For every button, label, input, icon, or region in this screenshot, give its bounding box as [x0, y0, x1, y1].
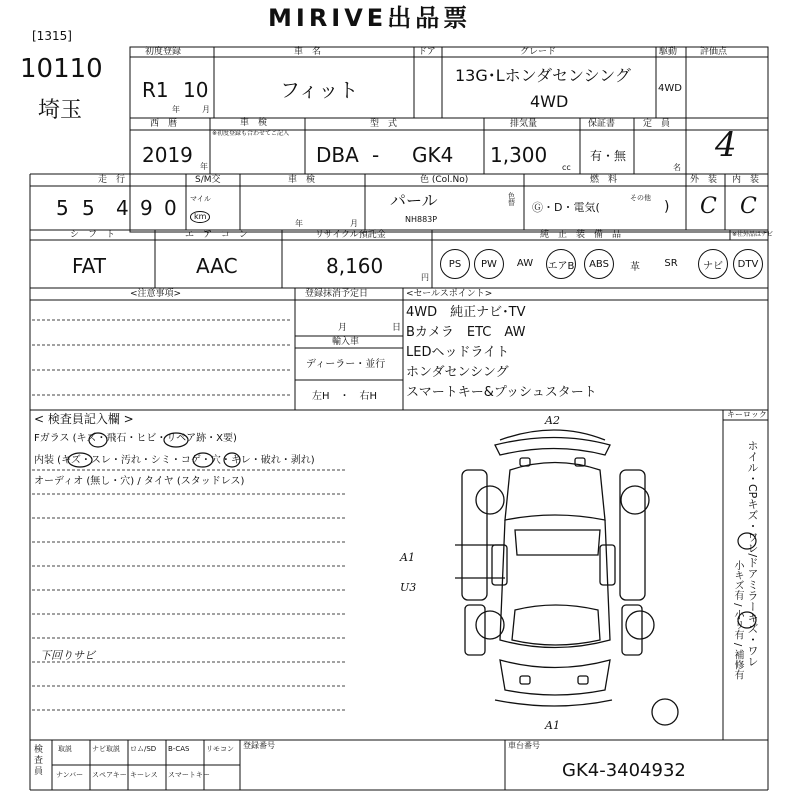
accessory-item: ロム/SD — [130, 745, 157, 753]
damage-mark-a2: A2 — [545, 414, 560, 427]
shift-value: FAT — [72, 254, 107, 278]
mileage-digit: 5 — [56, 196, 69, 220]
sales-point: ホンダセンシング — [406, 365, 509, 380]
int-grade: C — [740, 194, 757, 219]
damage-mark-u3: U3 — [400, 581, 417, 594]
aircon-header: エ ア コ ン — [185, 230, 249, 240]
reg-cancel-header: 登録抹消予定日 — [305, 289, 369, 299]
mileage-digit: 4 — [116, 196, 129, 220]
interior-line: 内装 (キズ・スレ・汚れ・シミ・コゲ・穴・キレ・破れ・剥れ) — [34, 455, 315, 466]
sales-point: 4WD 純正ナビ･TV — [406, 305, 526, 320]
sales-point: Bカメラ ETC AW — [406, 325, 526, 340]
steering-side: 左H ・ 右H — [312, 391, 378, 402]
chassis-label: 車台番号 — [508, 741, 540, 750]
side-note-wheel: ホイル・CPキズ・ワレ/ドアミラーキズ・ワレ — [746, 440, 759, 668]
equipment-item: エアB — [546, 249, 576, 279]
mile-unit: マイル — [190, 195, 211, 203]
car-name: フィット — [280, 78, 359, 102]
form-title: MIRIVE出品票 — [268, 4, 472, 32]
shift-header: シ フ ト — [70, 230, 116, 240]
inspection-subnote: ※初度登録も合わせてご記入 — [212, 130, 290, 137]
accessory-item: ナビ取説 — [92, 745, 120, 753]
model-code-b: GK4 — [412, 143, 454, 167]
accessory-item: キーレス — [130, 771, 158, 779]
mileage-digit: 9 — [140, 196, 153, 220]
door-header: ドア — [418, 47, 436, 57]
first-reg-month: 10 — [183, 78, 209, 102]
damage-mark-a1-side: A1 — [400, 551, 415, 564]
lot-number: 10110 — [20, 54, 103, 84]
fuel-value: Ⓖ・D・電気( — [532, 201, 600, 214]
vehicle-header: 車 検 — [288, 175, 316, 185]
handwritten-underbody: 下回りサビ — [40, 649, 95, 662]
meter-swap-header: S/M交 — [195, 175, 221, 185]
color-value: パール — [390, 191, 438, 210]
model-dash: - — [372, 143, 380, 167]
displacement-value: 1,300 — [490, 143, 548, 167]
year-header: 西 暦 — [150, 119, 178, 129]
equipment-item: DTV — [733, 249, 763, 279]
mileage-digit: 5 — [82, 196, 95, 220]
side-note-scratches: 小キズ有 / 小リ有 / 補修有 — [732, 560, 743, 680]
seats-unit: 名 — [673, 163, 681, 172]
caution-header: <注意事項> — [130, 289, 182, 299]
first-reg-month-suffix: 月 — [202, 105, 210, 114]
car-name-header: 車 名 — [294, 47, 322, 57]
equipment-item: ABS — [584, 249, 614, 279]
warranty-header: 保証書 — [588, 119, 616, 129]
model-code-a: DBA — [316, 143, 359, 167]
recycle-header: リサイクル預託金 — [315, 230, 386, 240]
region-label: 埼玉 — [38, 98, 83, 123]
grade-line-1: 13G･Lホンダセンシング — [455, 66, 631, 85]
fuel-header: 燃 料 — [590, 175, 618, 185]
audio-tire-line: オーディオ (無し・穴) / タイヤ (スタッドレス) — [34, 476, 245, 487]
equipment-header: 純 正 装 備 品 — [540, 230, 622, 240]
equipment-item: AW — [516, 258, 534, 269]
reg-number-label: 登録番号 — [243, 741, 275, 750]
color-number: NH883P — [405, 215, 438, 224]
recycle-yen: 円 — [421, 273, 429, 282]
accessory-item: B-CAS — [168, 745, 190, 753]
reg-day: 日 — [392, 323, 402, 333]
drive-value: 4WD — [658, 83, 682, 94]
lot-code: [1315] — [32, 29, 72, 43]
damage-mark-a1-rear: A1 — [545, 719, 560, 732]
fuel-other: その他 — [630, 194, 651, 202]
ext-grade: C — [700, 194, 717, 219]
reg-month: 月 — [338, 323, 348, 333]
car-diagram — [455, 430, 678, 725]
aftermarket-note: ※社外品はナビ — [732, 231, 774, 238]
aircon-value: AAC — [196, 254, 238, 278]
equipment-item: SR — [664, 258, 678, 269]
inspector-check: 検査員 — [34, 745, 44, 777]
equipment-item: ナビ — [698, 249, 728, 279]
color-change: 色替 — [508, 192, 515, 207]
model-header: 型 式 — [370, 119, 398, 129]
inspection-header: 車 検 — [240, 118, 268, 128]
displacement-header: 排気量 — [510, 119, 538, 129]
chassis-number: GK4-3404932 — [562, 760, 686, 781]
windshield-line: Fガラス (キズ・飛石・ヒビ・リペア跡・X要) — [34, 433, 237, 444]
equipment-item: PW — [474, 249, 504, 279]
equipment-item: PS — [440, 249, 470, 279]
km-unit: km — [190, 211, 210, 223]
import-header: 輸入車 — [332, 337, 360, 347]
first-reg-header: 初度登録 — [145, 47, 182, 57]
drive-header: 駆動 — [659, 47, 678, 57]
model-year: 2019 — [142, 143, 193, 167]
sales-point-header: <セールスポイント> — [406, 289, 493, 299]
mileage-header: 走 行 — [98, 175, 126, 185]
int-header: 内 装 — [732, 175, 760, 185]
color-header: 色 (Col.No) — [420, 175, 469, 185]
sales-point: スマートキー&プッシュスタート — [406, 385, 597, 400]
accessory-item: 取説 — [58, 745, 72, 753]
model-year-suffix: 年 — [200, 162, 208, 171]
accessory-item: リモコン — [206, 745, 234, 753]
key-lock-label: キーロック — [727, 410, 767, 419]
accessory-item: スペアキー — [92, 771, 127, 779]
recycle-value: 8,160 — [326, 254, 384, 278]
accessory-item: スマートキー — [168, 771, 210, 779]
first-reg-era: R1 — [142, 78, 169, 102]
grade-line-2: 4WD — [530, 92, 569, 111]
vehicle-month-suffix: 月 — [350, 219, 358, 228]
inspector-header: < 検査員記入欄 > — [34, 412, 134, 426]
score-header: 評価点 — [700, 47, 728, 57]
ext-header: 外 装 — [690, 175, 718, 185]
score-value: 4 — [715, 125, 737, 165]
grade-header: グレード — [520, 47, 557, 57]
equipment-item: 革 — [630, 262, 640, 273]
fuel-close: ) — [664, 199, 670, 215]
seats-header: 定 員 — [643, 119, 671, 129]
warranty-value: 有・無 — [590, 149, 627, 163]
displacement-unit: cc — [562, 163, 571, 172]
accessory-item: ナンバー — [56, 771, 84, 779]
sales-point: LEDヘッドライト — [406, 345, 510, 360]
mileage-digit: 0 — [164, 196, 177, 220]
vehicle-year-suffix: 年 — [295, 219, 303, 228]
first-reg-year-suffix: 年 — [172, 105, 180, 114]
dealer-parallel: ディーラー・並行 — [306, 359, 386, 370]
